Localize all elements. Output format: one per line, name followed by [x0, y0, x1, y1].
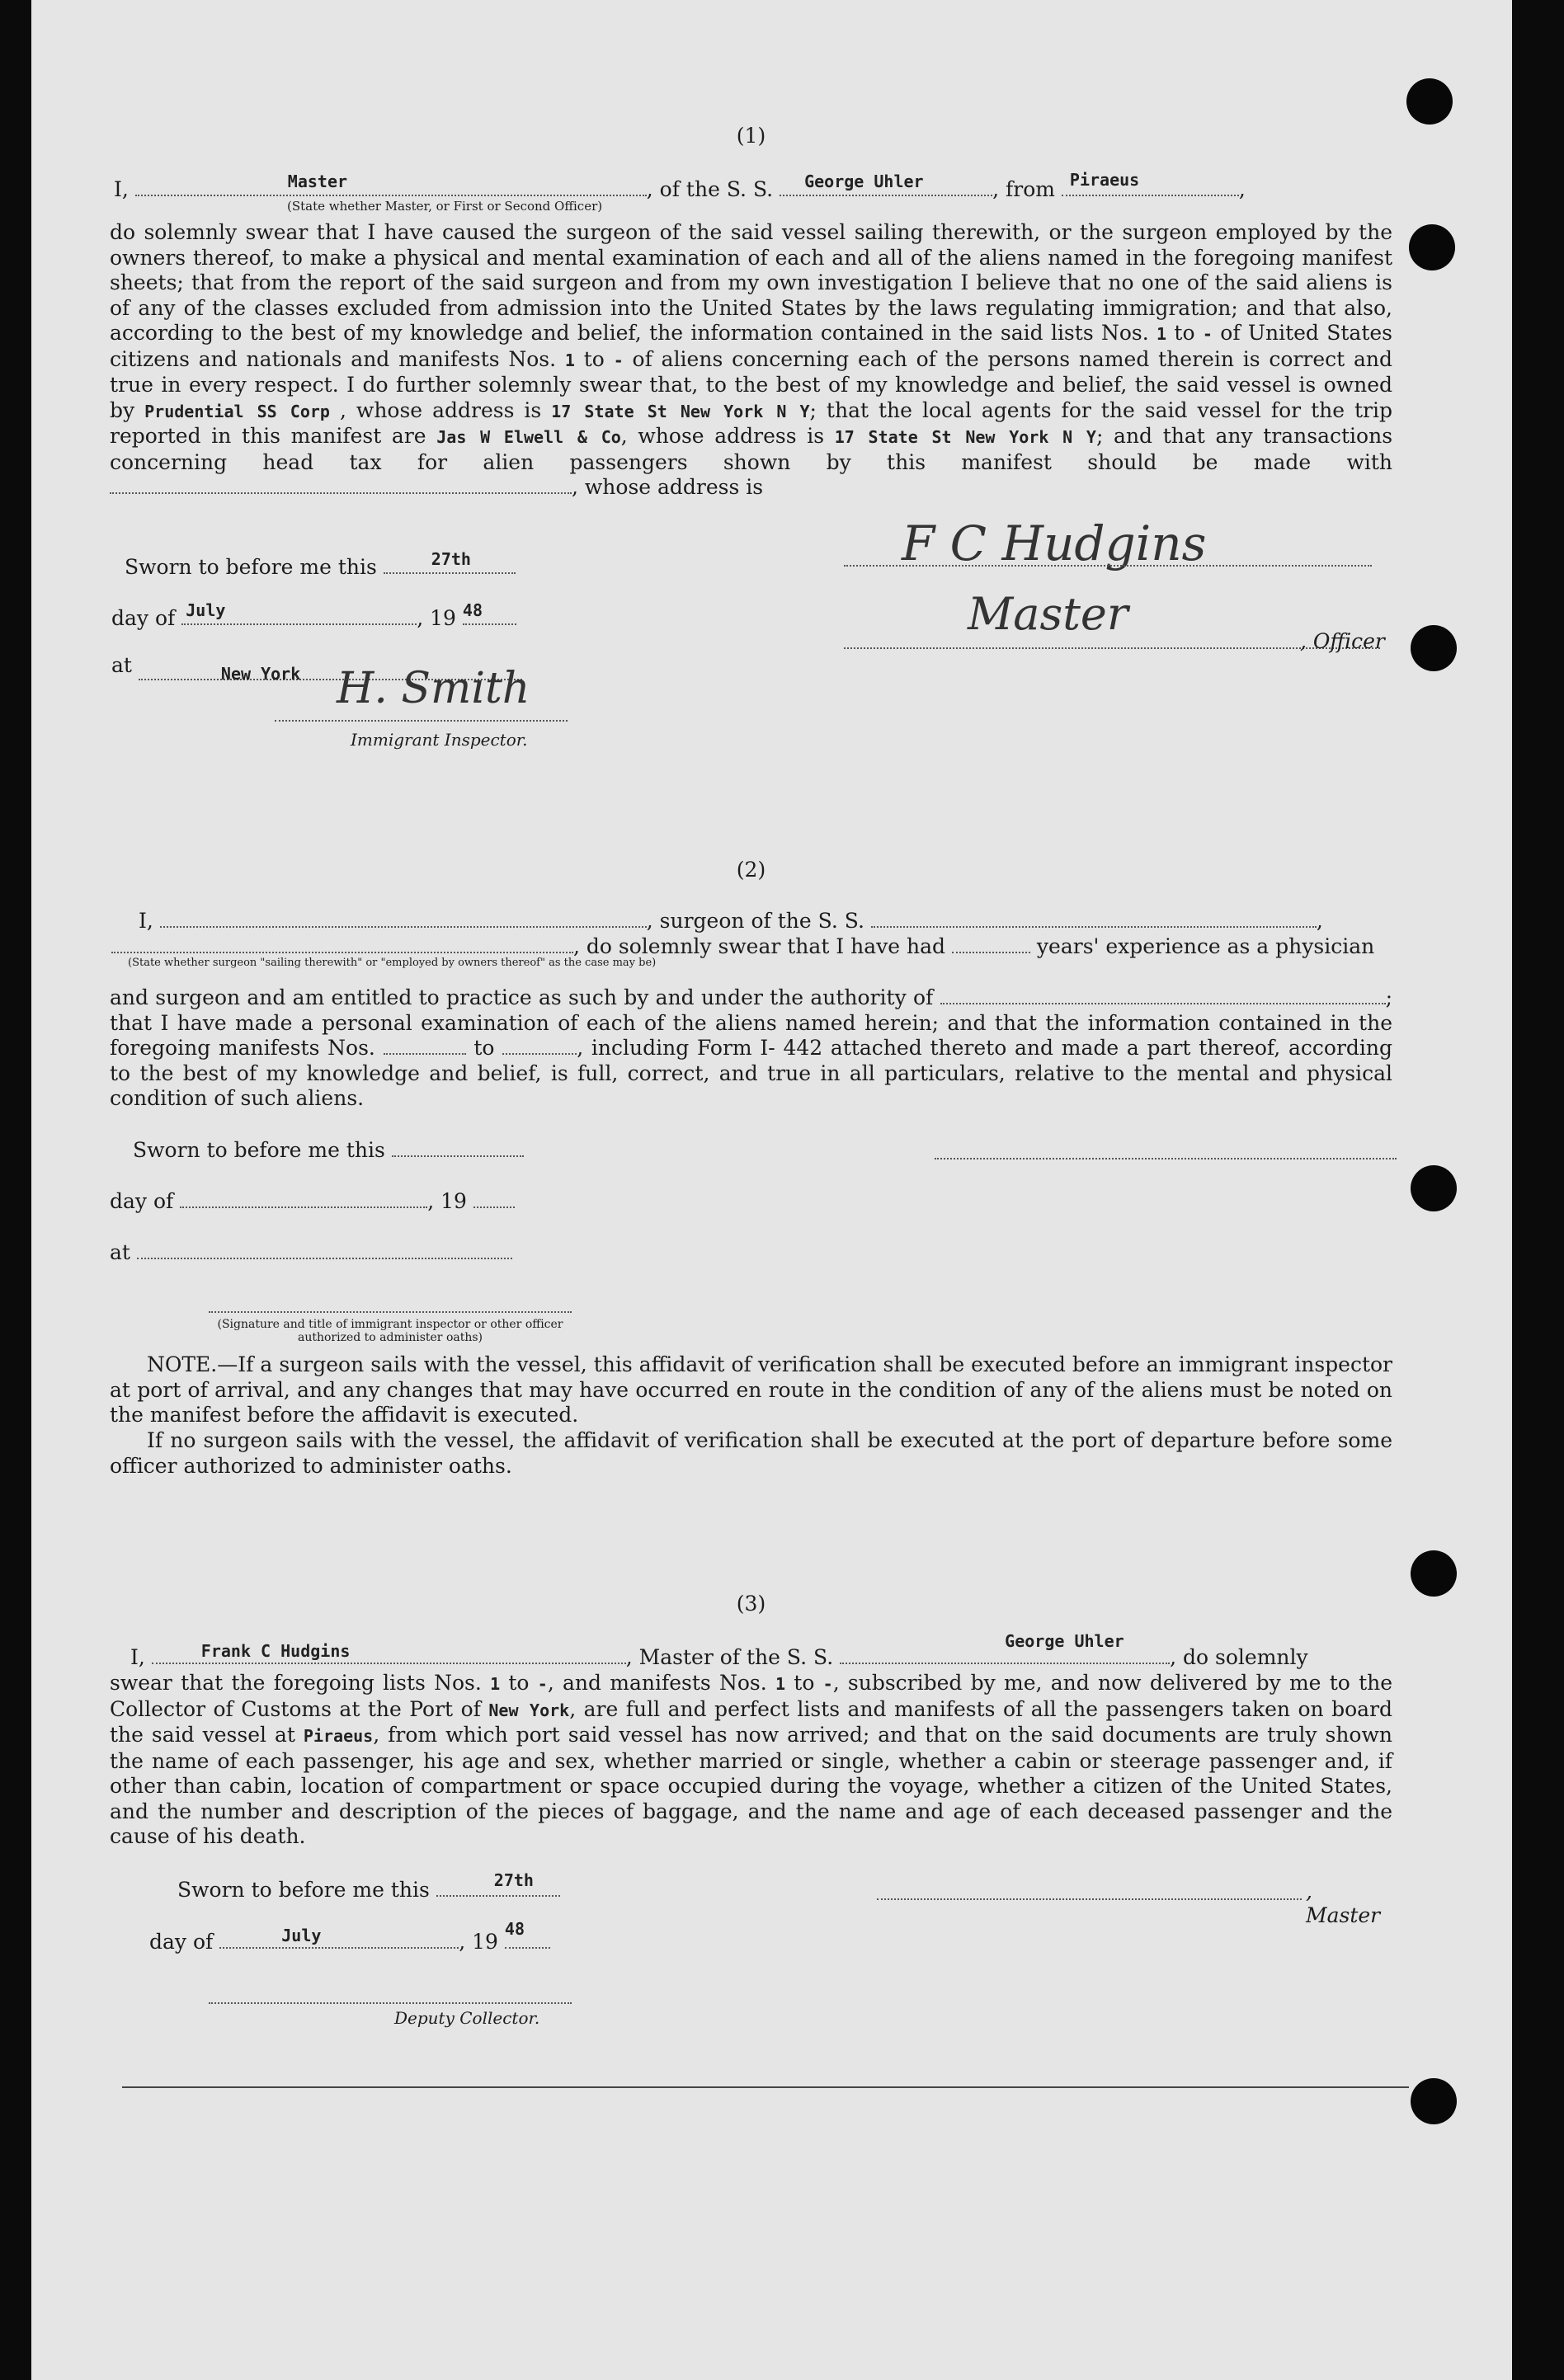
body-text: and surgeon and am entitled to practice as such by and under the authority of [110, 985, 934, 1009]
label-manifests: , and manifests Nos. [547, 1671, 767, 1695]
day-of-line [149, 1919, 550, 1954]
surgeon-body: and surgeon and am entitled to practice as such by and under the authority of ; that I have made a personal examination of each of the aliens named herein; and that the information contained in the foregoing manifests Nos. to , including Form I- 442 attached thereto and made a part thereof, according to the best of my knowledge and belief, is full, correct, and true in all particulars, relative to the mental and physical condition of such aliens. [110, 985, 1392, 1110]
vessel-field [840, 1631, 1170, 1664]
note-paragraph-2 [110, 1428, 1392, 1479]
sworn-year-field [462, 600, 516, 625]
port-value: Piraeus [1069, 170, 1140, 190]
month-field [180, 1190, 427, 1208]
body-text: do solemnly swear that I have caused the surgeon of the said vessel sailing therewith, or the surgeon employed by the owners thereof, to make a physical and mental examination of each and all of the aliens named in the foregoing manifest sheets; that from the report of the said surgeon and from my own investigation I believe that no one of the said aliens is of any of the classes excluded from admission into the United States by the laws regulating immigration; and that also, according to the best of my knowledge and belief, the information contained in the said lists Nos. [110, 220, 1392, 345]
master-signature-line [844, 565, 1372, 567]
label-whose-address: , whose address is [339, 397, 542, 422]
officer-signature-line [209, 1311, 572, 1313]
master-signature-line [877, 1879, 1302, 1900]
master-line [130, 1631, 1308, 1669]
officer-caption: (State whether Master, or First or Second Officer) [287, 199, 603, 214]
body-text: of aliens concerning each of the persons named therein is correct and true in every respect. I do further solemnly swear that, to the best of my knowledge and belief, the said vessel is owned by [110, 346, 1392, 422]
agents-value: Jas W Elwell & Co [436, 427, 621, 447]
label-whose-address: whose address is [638, 424, 825, 448]
label-to: to [473, 1036, 495, 1060]
sworn-day-field [384, 549, 516, 574]
punch-hole [1406, 78, 1453, 125]
master-name-value: Frank C Hudgins [200, 1641, 351, 1661]
label-sworn: Sworn to before me this [177, 1878, 430, 1902]
punch-hole [1411, 1550, 1457, 1597]
list-from-value: 1 [490, 1674, 501, 1694]
punch-hole [1409, 224, 1455, 270]
label-day-of: day of [149, 1930, 214, 1954]
body-text: , including Form I- 442 attached thereto and made a part thereof, according to the best of my knowledge and belief, is full, correct, and true in all particulars, relative to the mental and physical condition of such aliens. [110, 1036, 1392, 1110]
label-from: , from [992, 177, 1055, 201]
body-text: of United States citizens and nationals and manifests Nos. [110, 321, 1392, 371]
manifest-from-value: 1 [775, 1674, 786, 1694]
vessel-value: George Uhler [804, 172, 924, 191]
sworn-month-value: July [186, 600, 226, 620]
sworn-day-value: 27th [431, 549, 471, 569]
embark-port-value: Piraeus [303, 1726, 374, 1746]
inspector-signature: H. Smith [337, 664, 530, 713]
sworn-day-field [392, 1139, 524, 1157]
manifest-to-value: - [613, 350, 624, 370]
place-field [137, 1241, 512, 1259]
label-at: at [110, 1240, 130, 1264]
surgeon-caption: (State whether surgeon "sailing therewith" or "employed by owners thereof" as the case may be) [128, 957, 657, 969]
agent-address-value: 17 State St New York N Y [834, 427, 1096, 447]
label-day-of: day of [110, 1189, 174, 1213]
port-field [1062, 170, 1239, 196]
section-number: (2) [736, 858, 766, 882]
list-to-value: - [537, 1674, 548, 1694]
note-text: If no surgeon sails with the vessel, the affidavit of verification shall be executed at the port of departure before some officer authorized to administer oaths. [110, 1428, 1392, 1478]
sworn-line [125, 549, 516, 579]
collector-caption: Deputy Collector. [394, 2008, 540, 2028]
label-year: , 19 [427, 1189, 467, 1213]
body-text: port said vessel has now arrived; and that on the said documents are truly shown the name of each passenger, his age and sex, whether married or single, whether a cabin or steerage passenger and, if other than cabin, location of compartment or space occupied during the voyage, whether a citizen of the United States, and the number and description of the pieces of baggage, and the name and age of each deceased passenger and the cause of his death. [110, 1723, 1392, 1848]
master-label: , Master [1306, 1879, 1381, 1927]
sworn-place-value: New York [220, 664, 301, 684]
label-sworn: Sworn to before me this [125, 555, 377, 579]
label-subscribed: , subscribed by me, and now [832, 1671, 1142, 1695]
label-i: I, [114, 177, 129, 201]
collector-signature-line [209, 2002, 572, 2004]
sworn-month-field [219, 1926, 459, 1949]
label-day-of: day of [111, 606, 176, 630]
label-i: I, [130, 1645, 145, 1669]
sworn-year-value: 48 [504, 1919, 525, 1939]
surgeon-type-field [111, 935, 573, 953]
oath-line-1: I, Master , of the S. S. George Uhler , from Piraeus , [114, 170, 1246, 201]
master-signature: F C Hudgins [902, 515, 1207, 571]
manifest-from-value: 1 [564, 350, 575, 370]
label-sworn: Sworn to before me this [133, 1138, 385, 1162]
body-text: swear that the foregoing lists Nos. [110, 1671, 482, 1695]
day-of-line [111, 600, 516, 630]
label-at: at [111, 653, 132, 677]
note-paragraph-1 [110, 1352, 1392, 1428]
label-full: , are full and perfect lists and [569, 1696, 887, 1721]
vessel-field [780, 172, 992, 196]
officer-signature-caption: (Signature and title of immigrant inspector or other officer authorized to administer oaths) [217, 1318, 563, 1344]
label-whose-address: , whose address is [572, 475, 764, 499]
list-from-value: 1 [1157, 324, 1167, 344]
punch-hole [1411, 2078, 1457, 2124]
sworn-month-value: July [281, 1926, 322, 1945]
owner-address-value: 17 State St New York N Y [551, 401, 810, 421]
label-solemnly: , do solemnly [1170, 1645, 1308, 1669]
sworn-month-field [181, 600, 417, 625]
label-years: years' experience as a physician [1036, 934, 1375, 958]
label-to: to [794, 1671, 815, 1695]
master-body [110, 1671, 1392, 1850]
surgeon-line: I, , surgeon of the S. S. , [139, 909, 1323, 933]
vessel-value: George Uhler [1005, 1631, 1124, 1651]
sworn-line [177, 1870, 560, 1902]
authority-field [940, 986, 1386, 1004]
label-swear: , do solemnly swear that I have had [573, 934, 946, 958]
section-number: (3) [736, 1592, 766, 1616]
day-of-line [110, 1189, 515, 1213]
sworn-day-value: 27th [493, 1870, 534, 1890]
label-surgeon-of: , surgeon of the S. S. [646, 909, 864, 933]
label-year: , 19 [459, 1930, 498, 1954]
surgeon-name-field [160, 910, 647, 928]
body-text: ; and that any transactions concerning head tax for alien passengers shown by this manifest should be made with [110, 424, 1393, 474]
officer-label: , Officer [1300, 629, 1385, 653]
sworn-year-field [504, 1919, 550, 1949]
punch-hole [1411, 625, 1457, 671]
bottom-rule [122, 2086, 1409, 2088]
oath-body-1: do solemnly swear that I have caused the surgeon of the said vessel sailing therewith, or the surgeon employed by the owners thereof, to make a physical and mental examination of each and all of the aliens named in the foregoing manifest sheets; that from the report of the said surgeon and from my own investigation I believe that no one of the said aliens is of any of the classes excluded from admission into the United States by the laws regulating immigration; and that also, according to the best of my knowledge and belief, the information contained in the said lists Nos. 1 to - of United States citizens and nationals and manifests Nos. 1 to - of aliens concerning each of the persons named therein is correct and true in every respect. I do further solemnly swear that, to the best of my knowledge and belief, the said vessel is owned by Prudential SS Corp , whose address is 17 State St New York N Y; that the local agents for the said vessel for the trip reported in this manifest are Jas W Elwell & Co, whose address is 17 State St New York N Y; and that any transactions concerning head tax for alien passengers shown by this manifest should be made with , whose address is [110, 220, 1393, 499]
manifest-to-value: - [822, 1674, 833, 1694]
note-text: NOTE.—If a surgeon sails with the vessel, this affidavit of verification shall be executed before an immigrant inspector at port of arrival, and any changes that may have occurred en route in the condition of any of the aliens must be noted on the manifest before the affidavit is executed. [110, 1352, 1392, 1427]
punch-hole [1411, 1165, 1457, 1211]
vessel-field [871, 910, 1317, 928]
years-field [952, 935, 1030, 953]
label-to: to [1174, 321, 1195, 345]
list-to-value: - [1202, 324, 1213, 344]
label-year: , 19 [417, 606, 456, 630]
manifest-to-field [502, 1037, 577, 1055]
sworn-year-value: 48 [462, 600, 483, 620]
at-line [110, 1240, 512, 1264]
sworn-day-field [436, 1870, 560, 1897]
officer-rank-field [135, 172, 647, 196]
body-text: that I have made a personal examination of each of the aliens named herein; and that the information contained in the foregoing manifests Nos. [110, 1010, 1392, 1060]
label-to: to [583, 346, 605, 371]
sworn-line [133, 1138, 524, 1162]
master-name-field [152, 1641, 626, 1664]
body-text: manifests of all the passengers taken on board the said vessel at [110, 1696, 1393, 1747]
surgeon-swear-line [111, 934, 1374, 958]
label-of-ss: , of the S. S. [646, 177, 774, 201]
label-master-of: , Master of the S. S. [625, 1645, 834, 1669]
body-text: delivered by me to the Collector of Customs at the Port of [110, 1671, 1393, 1721]
inspector-caption: Immigrant Inspector. [351, 730, 528, 750]
surgeon-signature-line [935, 1138, 1397, 1159]
label-i: I, [139, 909, 153, 933]
section-number: (1) [736, 124, 766, 148]
officer-rank-value: Master [287, 172, 348, 191]
port-value: New York [488, 1700, 570, 1720]
affidavit-page [31, 0, 1512, 2380]
blank-field [110, 476, 572, 494]
inspector-signature-line [275, 720, 568, 722]
year-field [473, 1190, 515, 1208]
master-title-handwritten: Master [968, 588, 1128, 640]
manifest-from-field [384, 1037, 466, 1055]
body-text: that the local agents for the said vessel for the trip reported in this manifest are [110, 397, 1393, 448]
label-from-which: , from which [373, 1723, 508, 1747]
label-to: to [508, 1671, 530, 1695]
owner-value: Prudential SS Corp [144, 401, 330, 421]
